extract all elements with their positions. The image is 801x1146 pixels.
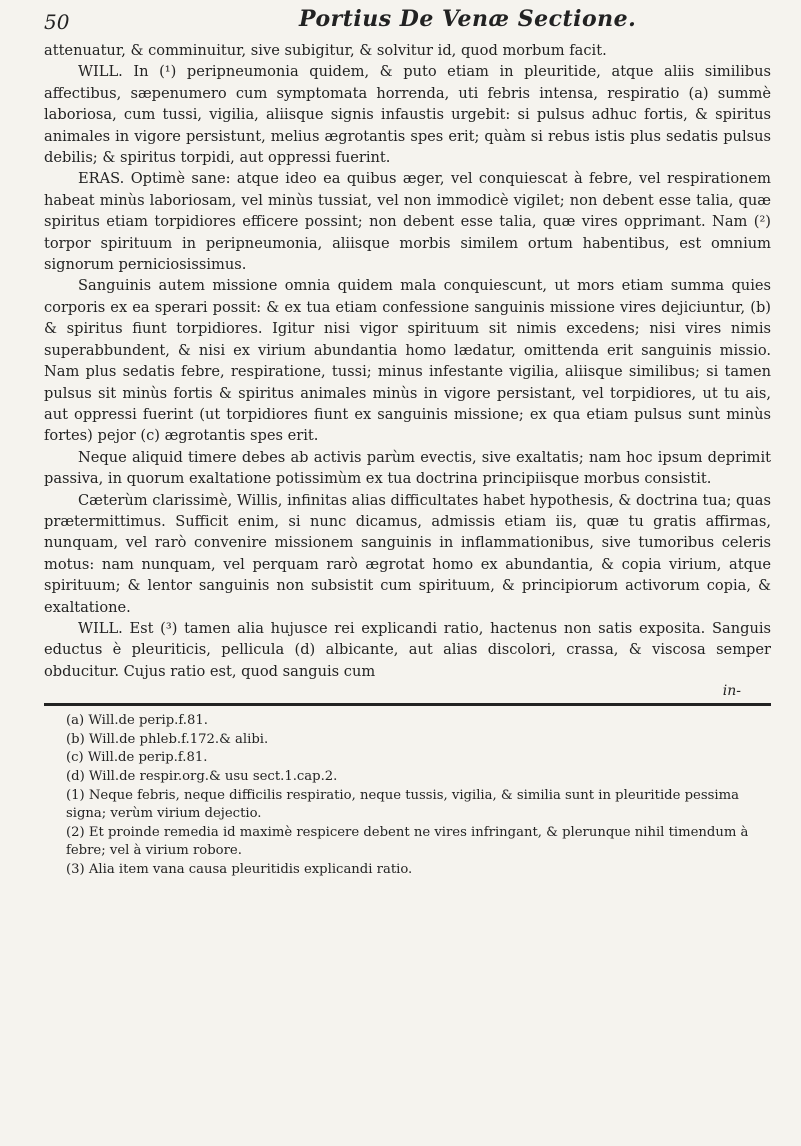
page-header <box>44 0 771 40</box>
footnote: (b) Will.de phleb.f.172.& alibi. <box>66 731 269 747</box>
paragraph: Cæterùm clarissimè, Willis, infinitas alias difficultates habet hypothesis, & doctrina tua; quas prætermittimus. Sufficit enim, si nunc dicamus, admissis etiam iis, quæ tu gratis affirmas, nunquam, vel rarò convenire missionem sanguinis in inflammationibus, sive tumoribus celeris motus: nam nunquam, vel perquam rarò ægrotat homo ex abundantia, & copia virium, atque spirituum; & lentor sanguinis non subsistit cum spirituum, & principiorum activorum copia, & exaltatione. <box>44 491 771 616</box>
paragraph: Sanguinis autem missione omnia quidem mala conquiescunt, ut mors etiam summa quies corporis ex ea sperari possit: & ex tua etiam confessione sanguinis missione vires dejiciuntur, (b) & spiritus fiunt torpidiores. Igitur nisi vigor spirituum sit nimis excedens; nisi vires nimis superabbundent, & nisi ex virium abundantia homo lædatur, omittenda erit sanguinis missio. Nam plus sedatis febre, respiratione, tussi; minus infestante vigilia, aliisque similibus; si tamen pulsus sit minùs fortis & spiritus animales minùs in vigore persistant, vel torpidiores, ut tu ais, aut oppressi fuerint (ut torpidiores fiunt ex sanguinis missione; ex qua etiam pulsus sunt minùs fortes) pejor (c) ægrotantis spes erit. <box>44 277 771 445</box>
paragraph: WILL. In (¹) peripneumonia quidem, & puto etiam in pleuritide, atque aliis similibus affectibus, sæpenumero cum symptomata horrenda, uti febris intensa, respiratio (a) summè laboriosa, cum tussi, vigilia, aliisque signis infaustis urgebit: si pulsus adhuc fortis, & spiritus animales in vigore persistunt, melius ægrotantis spes erit; quàm si rebus istis plus sedatis pulsus debilis; & spiritus torpidi, aut oppressi fuerint. <box>44 63 771 167</box>
paragraph: WILL. Est (³) tamen alia hujusce rei explicandi ratio, hactenus non satis exposita. Sanguis eductus è pleuriticis, pellicula (d) albicante, aut alias discolori, crassa, & viscosa semper obducitur. Cujus ratio est, quod sanguis cum <box>44 619 771 680</box>
paragraph: ERAS. Optimè sane: atque ideo ea quibus æger, vel conquiescat à febre, vel respirationem habeat minùs laboriosam, vel minùs tussiat, vel non immodicè vigilet; non debent esse talia, quæ spiritus etiam torpidiores efficere possint; non debent esse talia, quæ vires opprimant. Nam (²) torpor spirituum in peripneumonia, aliisque morbis similem ortum habentibus, est omnium signorum perniciosissimus. <box>44 170 771 274</box>
footnote: (c) Will.de perip.f.81. <box>66 750 208 766</box>
catchword: in- <box>722 683 741 700</box>
paragraph: Neque aliquid timere debes ab activis parùm evectis, sive exaltatis; nam hoc ipsum deprimit passiva, in quorum exaltatione potissimùm ex tua doctrina principiisque morbus consistit. <box>44 448 771 488</box>
footnotes <box>44 712 771 879</box>
paragraph: attenuatur, & comminuitur, sive subigitur, & solvitur id, quod morbum facit. <box>44 42 607 59</box>
footnote: (2) Et proinde remedia id maximè respicere debent ne vires infringant, & plerunque nihil timendum à febre; vel à virium robore. <box>66 824 749 859</box>
footnote: (d) Will.de respir.org.& usu sect.1.cap.2. <box>66 768 338 784</box>
footnote: (1) Neque febris, neque difficilis respiratio, neque tussis, vigilia, & similia sunt in pleuritide pessima signa; verùm virium dejectio. <box>66 787 739 822</box>
footnote: (a) Will.de perip.f.81. <box>66 713 208 729</box>
footnote: (3) Alia item vana causa pleuritidis explicandi ratio. <box>66 861 413 877</box>
running-head: Portius De Venæ Sectione. <box>299 6 637 32</box>
page-number: 50 <box>44 10 70 34</box>
body-text <box>44 40 771 682</box>
footnote-rule <box>44 703 771 706</box>
